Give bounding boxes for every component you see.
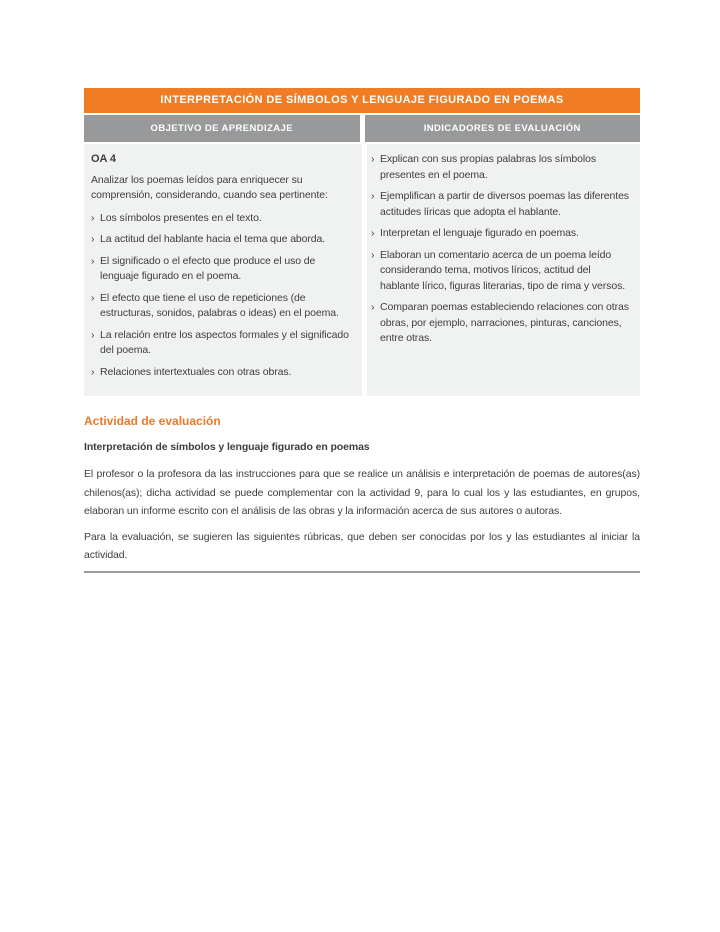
list-item-text: Los símbolos presentes en el texto. (100, 211, 262, 224)
bullet-glyph: › (371, 248, 375, 261)
page-content (84, 88, 640, 573)
list-item (91, 254, 352, 285)
column-header-objetivo: OBJETIVO DE APRENDIZAJE (84, 115, 360, 142)
list-item (371, 248, 632, 295)
bullet-glyph: › (91, 254, 95, 267)
table-title-bar: INTERPRETACIÓN DE SÍMBOLOS Y LENGUAJE FIGURADO EN POEMAS (84, 88, 640, 113)
list-item (371, 300, 632, 347)
list-item-text: La actitud del hablante hacia el tema que aborda. (100, 233, 326, 245)
list-item-text: Interpretan el lenguaje figurado en poemas. (380, 227, 579, 239)
oa-code: OA 4 (91, 153, 116, 165)
list-item-text: El significado o el efecto que produce el uso de lenguaje figurado en el poema. (100, 254, 316, 282)
list-item (91, 291, 352, 322)
indicators-bullet-list (371, 152, 632, 347)
objective-bullet-list (91, 211, 352, 381)
bullet-glyph: › (371, 153, 375, 165)
bullet-glyph: › (371, 301, 375, 313)
table-column-headers (84, 115, 640, 142)
objective-indicators-table (84, 88, 640, 396)
list-item (371, 189, 632, 220)
table-body (84, 144, 640, 396)
column-header-indicadores: INDICADORES DE EVALUACIÓN (365, 115, 641, 142)
bullet-glyph: › (91, 233, 95, 245)
bullet-glyph: › (91, 328, 95, 341)
objective-intro: Analizar los poemas leídos para enriquecer su comprensión, considerando, cuando sea pertinente: (91, 173, 328, 201)
activity-section-label: Actividad de evaluación (84, 414, 221, 428)
list-item-text: La relación entre los aspectos formales y el significado del poema. (100, 328, 349, 356)
indicators-cell (367, 144, 640, 396)
list-item-text: Ejemplifican a partir de diversos poemas las diferentes actitudes líricas que adopta el hablante. (380, 190, 629, 218)
list-item-text: Elaboran un comentario acerca de un poema leído considerando tema, motivos líricos, actitud del hablante lírico, figuras literarias, tipo de rima y versos. (380, 248, 626, 292)
bullet-glyph: › (371, 190, 375, 202)
objective-cell (84, 144, 362, 396)
activity-paragraph: Para la evaluación, se sugieren las siguientes rúbricas, que deben ser conocidas por los y las estudiantes al iniciar la actividad. (84, 530, 640, 561)
list-item (91, 232, 352, 248)
bullet-glyph: › (371, 227, 375, 239)
bullet-glyph: › (91, 291, 95, 304)
bullet-glyph: › (91, 211, 95, 224)
list-item (91, 328, 352, 359)
list-item (91, 211, 352, 227)
list-item-text: Relaciones intertextuales con otras obras. (100, 365, 292, 378)
list-item-text: Comparan poemas estableciendo relaciones con otras obras, por ejemplo, narraciones, pinturas, canciones, entre otras. (380, 301, 629, 344)
activity-paragraph: El profesor o la profesora da las instrucciones para que se realice un análisis e interpretación de poemas de autores(as) chilenos(as); dicha actividad se puede complementar con la actividad 9, para lo cual los y las estudiantes, en grupos, elaboran un informe escrito con el análisis de las obras y la información acerca de sus autores o autoras. (84, 468, 640, 517)
list-item (371, 226, 632, 242)
separator-line (84, 571, 640, 573)
activity-title: Interpretación de símbolos y lenguaje figurado en poemas (84, 441, 370, 453)
bullet-glyph: › (91, 365, 95, 378)
list-item-text: El efecto que tiene el uso de repeticiones (de estructuras, sonidos, palabras o ideas) en el poema. (100, 291, 339, 319)
list-item-text: Explican con sus propias palabras los símbolos presentes en el poema. (380, 153, 597, 181)
list-item (371, 152, 632, 183)
list-item (91, 365, 352, 381)
